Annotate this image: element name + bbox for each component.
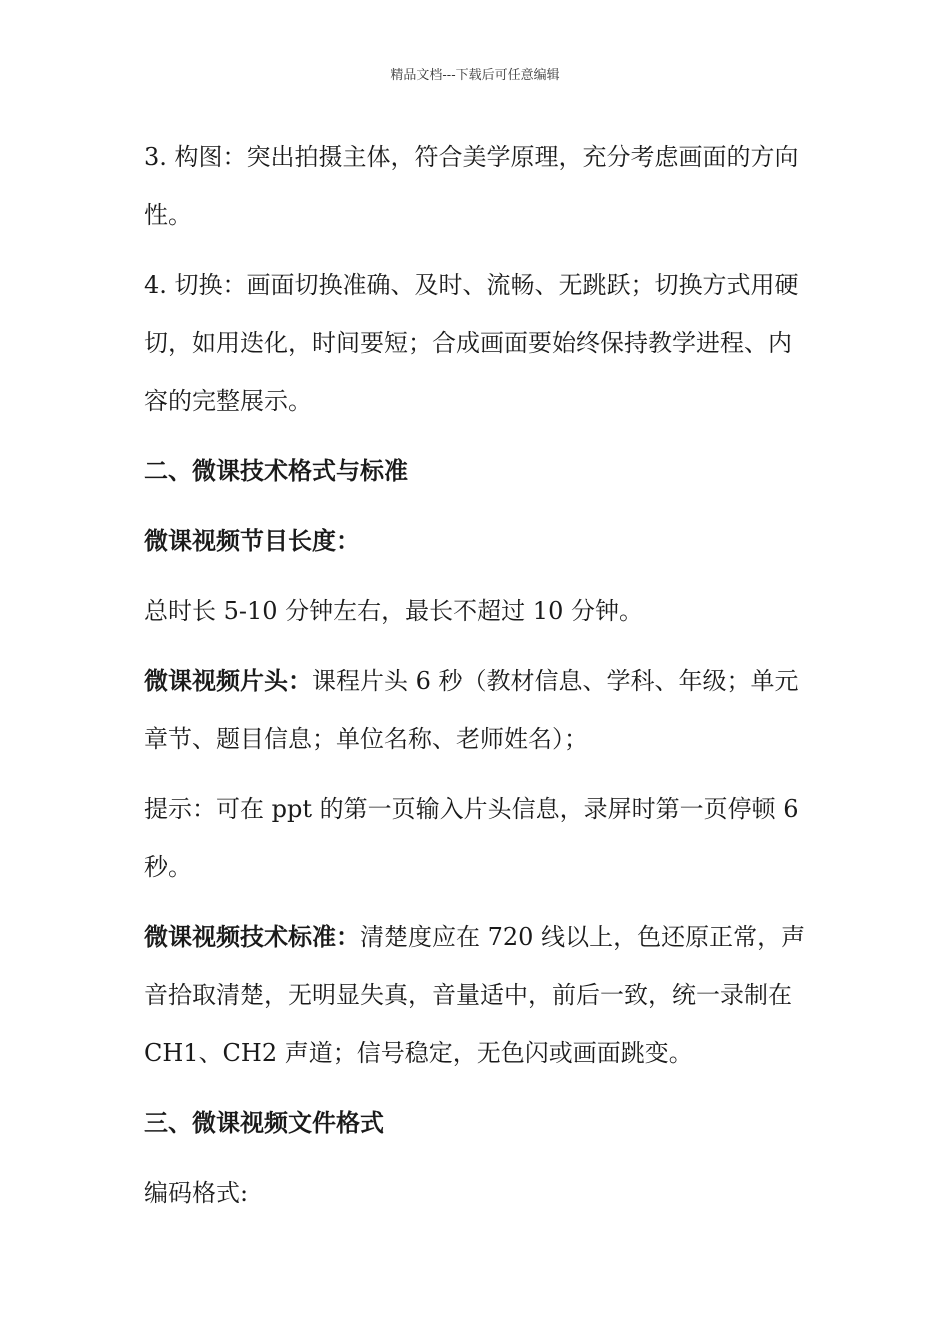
paragraph-video-length: 总时长 5-10 分钟左右，最长不超过 10 分钟。	[144, 597, 643, 625]
title-sequence-lead: 微课视频片头：	[144, 666, 312, 695]
paragraph-title-sequence	[144, 652, 806, 768]
section-heading-2: 二、微课技术格式与标准	[144, 456, 408, 485]
subheading-video-length: 微课视频节目长度：	[144, 526, 360, 555]
paragraph-tip: 提示：可在 ppt 的第一页输入片头信息，录屏时第一页停顿 6 秒。	[144, 795, 799, 881]
technical-standard-text: 清楚度应在 720 线以上，色还原正常，声音拾取清楚，无明显失真，音量适中，前后一致，统一录制在 CH1、CH2 声道；信号稳定，无色闪或画面跳变。	[144, 923, 806, 1067]
paragraph-technical-standard	[144, 908, 806, 1082]
title-sequence-text: 课程片头 6 秒（教材信息、学科、年级；单元章节、题目信息；单位名称、老师姓名）；	[144, 667, 799, 753]
paragraph-composition: 3. 构图：突出拍摄主体，符合美学原理，充分考虑画面的方向性。	[144, 143, 799, 229]
paragraph-encoding-format: 编码格式:	[144, 1179, 249, 1207]
paragraph-transition: 4. 切换：画面切换准确、及时、流畅、无跳跃；切换方式用硬切，如用迭化，时间要短；合成画面要始终保持教学进程、内容的完整展示。	[144, 271, 799, 415]
section-heading-3: 三、微课视频文件格式	[144, 1108, 384, 1137]
document-body	[144, 128, 806, 1234]
technical-standard-lead: 微课视频技术标准：	[144, 922, 360, 951]
page-header: 精品文档---下载后可任意编辑	[390, 68, 560, 83]
